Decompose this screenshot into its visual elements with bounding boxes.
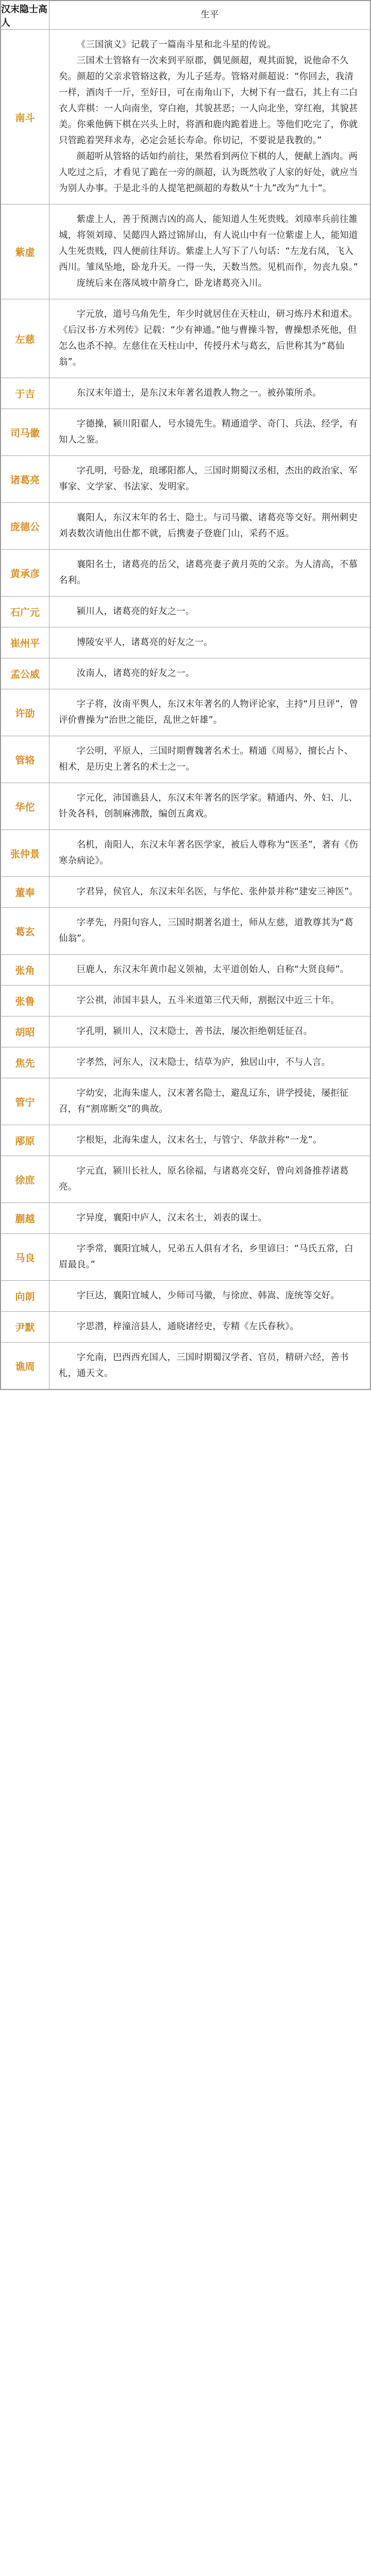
biography-paragraph: 字元直，颍川长社人，原名徐福，与诸葛亮交好，曾向刘备推荐诸葛亮。: [59, 1166, 349, 1192]
table-row: [1, 689, 370, 736]
biography-paragraph: 字孝先，丹阳句容人，三国时期著名道士，师从左慈，道教尊其为“葛仙翁”。: [59, 918, 353, 944]
biography-paragraph: 三国术士管辂有一次来到平原郡，偶见颜超，观其面貌，说他命不久矣。颜超的父亲求管辂这救，为儿子延寿。管辂对颜超说：“你回去，我清一样，酒肉千一斤，至好日，可在南角山下，大树下有一盘石，其上有二白衣人弈棋：一人向南坐，穿白袍，其貌甚恶；一人向北坐，穿红袍，其貌甚美。你乘他俩下棋在兴头上时，将酒和鹿肉跪着进上。等他们吃完了，你就只管跪着哭拜求寿，必定会延长寿命。你切记，不要说是我教的。”: [59, 56, 358, 146]
person-name: 石广元: [1, 597, 49, 627]
table-row: [1, 986, 370, 1016]
table-row: [1, 1016, 370, 1047]
biography-paragraph: 字季常，襄阳宜城人，兄弟五人俱有才名，乡里谚曰：“马氏五常，白眉最良。”: [59, 1244, 353, 1270]
biography-cell: [49, 1281, 370, 1311]
person-name: 南斗: [1, 30, 49, 204]
header-body-cell: 生平: [200, 10, 219, 20]
person-name: 张仲景: [1, 830, 49, 876]
biography-cell: [49, 736, 370, 783]
biography-cell: [49, 299, 370, 378]
biography-cell: [49, 628, 370, 658]
person-name: 葛玄: [1, 908, 49, 954]
biography-paragraph: 襄阳名士，诸葛亮的岳父，诸葛亮妻子黄月英的父亲。为人清高，不慕名利。: [59, 560, 358, 586]
biography-cell: [49, 456, 370, 502]
biography-cell: [49, 205, 370, 299]
table-row: [1, 1343, 370, 1389]
biography-paragraph: 字巨达，襄阳宜城人，少师司马徽，与徐庶、韩嵩、庞统等交好。: [76, 1291, 340, 1301]
biography-cell: [49, 1078, 370, 1125]
person-name: 管宁: [1, 1078, 49, 1125]
person-name: 于吉: [1, 378, 49, 409]
biography-paragraph: 字德操，颍川阳翟人，号水镜先生。精通道学、奇门、兵法、经学，有知人之鉴。: [59, 419, 358, 445]
person-name: 谯周: [1, 1343, 49, 1389]
biography-cell: [49, 830, 370, 876]
biography-cell: [49, 409, 370, 455]
biography-paragraph: 字元化，沛国谯县人，东汉末年著名的医学家。精通内、外、妇、儿、针灸各科，创制麻沸散，编创五禽戏。: [59, 793, 358, 819]
table-row: [1, 1203, 370, 1234]
biography-cell: [49, 550, 370, 596]
biography-cell: [49, 877, 370, 907]
table-row: [1, 597, 370, 628]
biography-paragraph: 字公祺，沛国丰县人，五斗米道第三代天师，割据汉中近三十年。: [76, 995, 340, 1006]
person-name: 庞德公: [1, 503, 49, 549]
person-name: 黄承彦: [1, 550, 49, 596]
table-row: [1, 783, 370, 830]
biography-paragraph: 字幼安，北海朱虚人，汉末著名隐士，避乱辽东，讲学授徒，屡拒征召，有“割席断交”的典故。: [59, 1088, 349, 1114]
person-name: 司马徽: [1, 409, 49, 455]
biography-paragraph: 东汉末年道士，是东汉末年著名道教人物之一。被孙策所杀。: [76, 388, 322, 398]
person-name: 华佗: [1, 783, 49, 829]
biography-paragraph: 博陵安平人，诸葛亮的好友之一。: [76, 637, 213, 648]
biography-paragraph: 字子将，汝南平舆人，东汉末年著名的人物评论家，主持“月旦评”，曾评价曹操为“治世之能臣，乱世之奸雄”。: [59, 699, 358, 725]
biography-cell: [49, 658, 370, 689]
header-name-cell: 汉末隐士高人: [1, 1, 49, 29]
biography-paragraph: 庞统后来在落凤坡中箭身亡，卧龙诸葛亮入川。: [76, 278, 267, 289]
table-row: [1, 1125, 370, 1156]
biography-paragraph: 颍川人，诸葛亮的好友之一。: [76, 606, 195, 617]
biography-paragraph: 字公明，平原人，三国时期曹魏著名术士。精通《周易》，擅长占卜、相术，是历史上著名的术士之一。: [59, 746, 353, 772]
biography-paragraph: 字孔明，颍川人，汉末隐士，善书法，屡次拒绝朝廷征召。: [76, 1026, 313, 1037]
person-name: 尹默: [1, 1312, 49, 1342]
person-name: 诸葛亮: [1, 456, 49, 502]
biography-cell: [49, 986, 370, 1016]
table-row: [1, 1047, 370, 1078]
biography-cell: [49, 378, 370, 409]
biography-cell: [49, 1125, 370, 1156]
biography-cell: [49, 783, 370, 829]
table-row: [1, 1281, 370, 1312]
person-name: 胡昭: [1, 1016, 49, 1047]
biography-paragraph: 字根矩，北海朱虚人，汉末名士，与管宁、华歆并称“一龙”。: [76, 1135, 322, 1145]
person-name: 管辂: [1, 736, 49, 783]
person-name: 蒯越: [1, 1203, 49, 1233]
biography-paragraph: 襄阳人，东汉末年的名士、隐士。与司马徽、诸葛亮等交好。荆州刺史刘表数次请他出仕都不就，后携妻子登鹿门山，采药不返。: [59, 513, 358, 539]
table-row: [1, 1312, 370, 1343]
person-name: 许劭: [1, 689, 49, 736]
table-row: [1, 628, 370, 658]
table-row: [1, 955, 370, 986]
biography-cell: [49, 30, 370, 204]
person-name: 紫虚: [1, 205, 49, 299]
biography-cell: [49, 1203, 370, 1233]
biography-cell: [49, 689, 370, 736]
biography-paragraph: 字异度，襄阳中庐人，汉末名士，刘表的谋士。: [76, 1213, 267, 1223]
biography-paragraph: 字元放，道号乌角先生，年少时就居住在天柱山，研习炼丹术和道术。《后汉书·方术列传》记载：“少有神通。”他与曹操斗智，曹操想杀死他，但怎么也杀不掉。左慈住在天柱山中，传授丹术与葛玄，后世称其为“葛仙翁”。: [59, 309, 358, 367]
person-name: 邴原: [1, 1125, 49, 1156]
person-name: 董奉: [1, 877, 49, 907]
biography-paragraph: 字允南，巴西西充国人，三国时期蜀汉学者、官员，精研六经，善书札，通天文。: [59, 1352, 349, 1379]
biography-cell: [49, 1156, 370, 1202]
person-name: 孟公威: [1, 658, 49, 689]
biography-cell: [49, 1047, 370, 1078]
biography-cell: [49, 908, 370, 954]
biography-paragraph: 颜超听从管辂的话如约前往，果然看到两位下棋的人，便献上酒肉。两人吃过之后，才看见了跪在一旁的颜超，认为既然收了人家的好处，就应当为别人办事。于是北斗的人提笔把颜超的寿数从“十九”改为“九十”。: [59, 151, 358, 194]
table-row: [1, 1156, 370, 1203]
biography-paragraph: 名机，南阳人，东汉末年著名医学家，被后人尊称为“医圣”，著有《伤寒杂病论》。: [59, 840, 358, 866]
biography-paragraph: 巨鹿人，东汉末年黄巾起义领袖，太平道创始人，自称“大贤良师”。: [76, 964, 349, 975]
person-name: 徐庶: [1, 1156, 49, 1202]
biography-paragraph: 字孝然，河东人，汉末隐士，结草为庐，独居山中，不与人言。: [76, 1057, 331, 1067]
table-row: [1, 1234, 370, 1281]
table-row: [1, 736, 370, 783]
person-name: 向朗: [1, 1281, 49, 1311]
biography-cell: [49, 1312, 370, 1342]
table-row: [1, 1078, 370, 1125]
biography-paragraph: 《三国演义》记载了一篇南斗星和北斗星的传说。: [76, 40, 276, 50]
biography-cell: [49, 955, 370, 985]
biography-paragraph: 字思潜，梓潼涪县人，通晓诸经史，专精《左氏春秋》。: [76, 1321, 299, 1332]
biography-cell: [49, 1016, 370, 1047]
person-name: 马良: [1, 1234, 49, 1280]
table-row: [1, 658, 370, 689]
table-row: [1, 299, 370, 378]
person-name: 左慈: [1, 299, 49, 378]
table-body: [1, 30, 370, 1389]
biography-paragraph: 字孔明，号卧龙，琅琊阳都人，三国时期蜀汉丞相，杰出的政治家、军事家、文学家、书法家、发明家。: [59, 466, 358, 492]
table-header-row: [1, 1, 370, 30]
biography-cell: [49, 503, 370, 549]
biography-cell: [49, 1343, 370, 1389]
table-row: [1, 205, 370, 299]
table-row: [1, 908, 370, 955]
biography-cell: [49, 597, 370, 627]
table-row: [1, 550, 370, 597]
table-row: [1, 409, 370, 456]
table-row: [1, 830, 370, 877]
biography-paragraph: 字君异，侯官人，东汉末年名医，与华佗、张仲景并称“建安三神医”。: [76, 887, 358, 897]
person-name: 张角: [1, 955, 49, 985]
person-name: 焦先: [1, 1047, 49, 1078]
person-name: 张鲁: [1, 986, 49, 1016]
biography-cell: [49, 1234, 370, 1280]
table-row: [1, 503, 370, 550]
table-row: [1, 877, 370, 908]
biography-paragraph: 汝南人，诸葛亮的好友之一。: [76, 668, 195, 679]
table-row: [1, 30, 370, 205]
biography-paragraph: 紫虚上人，善于预测吉凶的高人，能知道人生死贵贱。刘璋率兵前往雒城，将领刘璋、吴懿四人路过锦屏山，有人说山中有一位紫虚上人，能知道人生死贵贱，四人便前往拜访。紫虚上人写下了八句话：“左龙右凤，飞入西川。雏凤坠地，卧龙升天。一得一失，天数当然。见机而作，勿丧九泉。”: [59, 214, 359, 273]
table-row: [1, 456, 370, 503]
person-name: 崔州平: [1, 628, 49, 658]
table-row: [1, 378, 370, 409]
